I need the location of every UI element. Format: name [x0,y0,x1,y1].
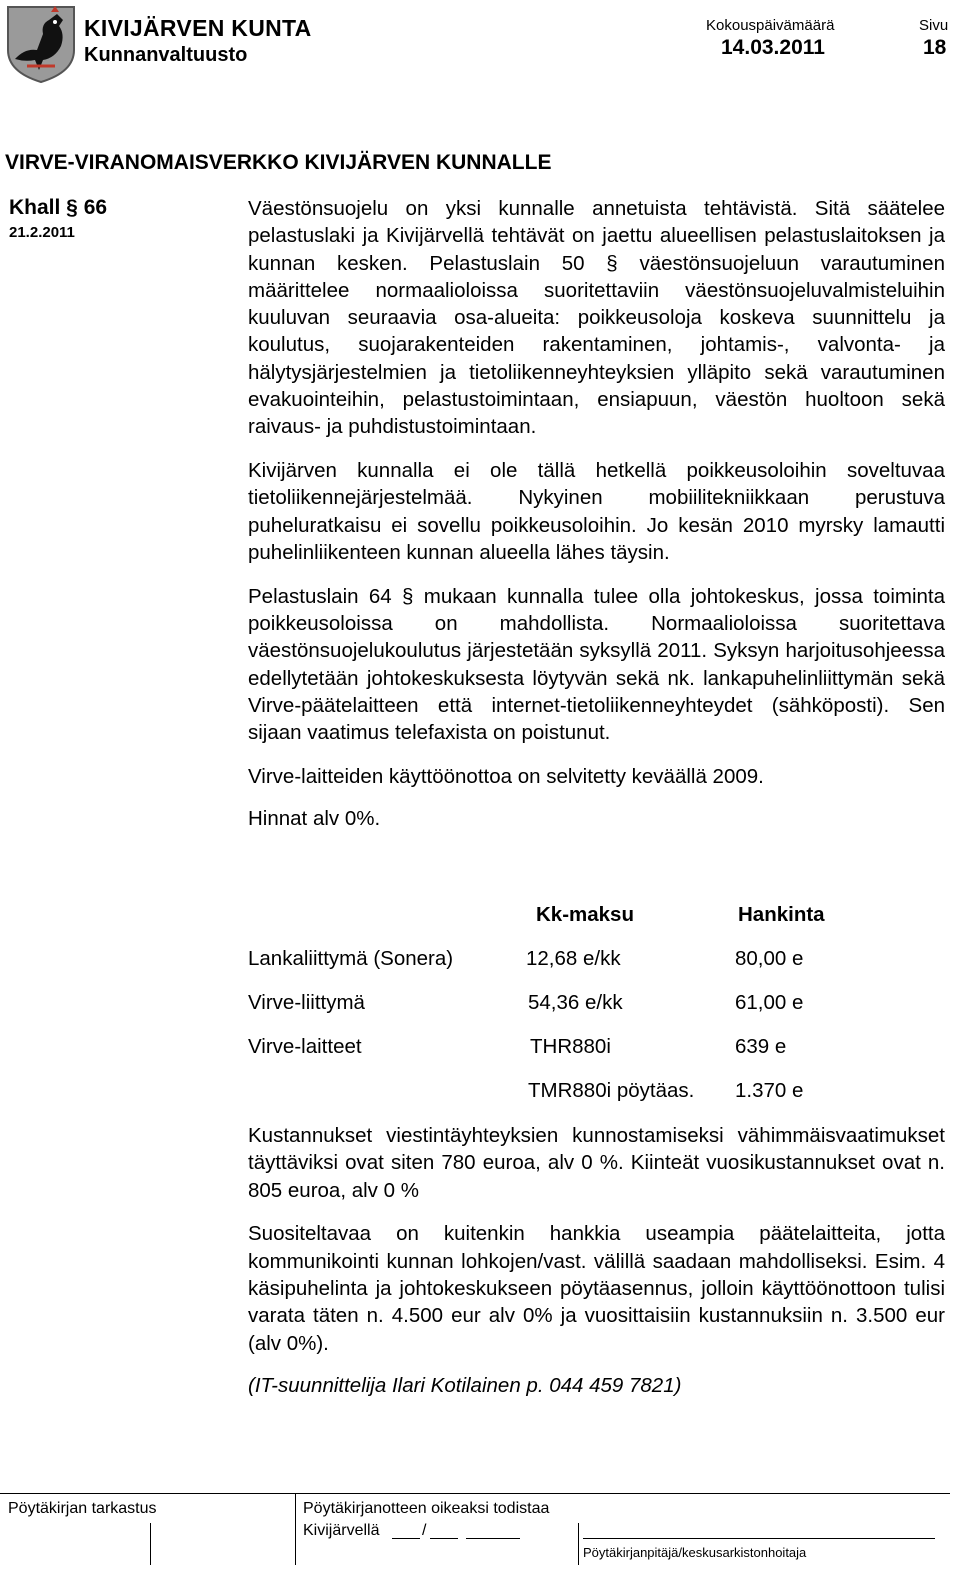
page-label: Sivu [919,17,949,34]
table-cell: Virve-liittymä [248,991,365,1014]
table-cell: TMR880i pöytäas. [528,1079,695,1102]
certified-label: Pöytäkirjanotteen oikeaksi todistaa [303,1500,550,1517]
signature-line [583,1538,935,1539]
paragraph: Väestönsuojelu on yksi kunnalle annetuista tehtävistä. Sitä säätelee pelastuslaki ja Kivijärvellä tehtävät on jaettu alueellisen pelastuslaitoksen ja kunnan kesken. Pelastuslain 50 § väestönsuojeluun varautuminen määrittelee normaalioloissa suoritettaviin väestönsuojeluvalmisteluihin kuuluvan seuraavia osa-alueita: poikkeusoloja koskeva suunnittelu ja koulutus, suojarakenteiden rakentaminen, johtamis-, valvonta- ja hälytysjärjestelmien ja tietoliikenneyhteyksien ylläpito sekä varautuminen evakuointeihin, pelastustoimintaan, ensiapuun, väestön huoltoon sekä raivaus- ja puhdistustoimintaan. [248,197,945,439]
place-label: Kivijärvellä [303,1522,380,1539]
table-cell: 61,00 e [735,991,804,1014]
paragraph: Pelastuslain 64 § mukaan kunnalla tulee olla johtokeskus, jossa toiminta poikkeusoloissa on mahdollista. Normaalioloissa suoritettava väestönsuojelukoulutus järjestetään syksyllä 2011. Syksyn harjoitusohjeessa edellytetään johtokeskuksesta löytyvän sekä nk. lankapuhelinliittymän sekä Virve-päätelaitteen että internet-tietoliikenneyhteydet (sähköposti). Sen sijaan vaatimus telefaxista on poistunut. [248,584,945,745]
cost-summary [248,1122,945,1416]
section-date: 21.2.2011 [9,224,75,241]
column-header: Hankinta [738,903,825,926]
column-header: Kk-maksu [536,903,634,926]
document-title: VIRVE-VIRANOMAISVERKKO KIVIJÄRVEN KUNNALLE [5,151,552,174]
date-separator: / [422,1522,427,1539]
table-cell: 54,36 e/kk [528,991,623,1014]
footer-divider [150,1523,151,1565]
review-label: Pöytäkirjan tarkastus [8,1500,157,1517]
organization-body: Kunnanvaltuusto [84,44,248,66]
coat-of-arms-icon [5,4,77,84]
body-text [248,195,945,849]
organization-name: KIVIJÄRVEN KUNTA [84,15,312,41]
page-number: 18 [923,36,947,59]
table-cell: 639 e [735,1035,787,1058]
paragraph: Kivijärven kunnalla ei ole tällä hetkellä poikkeusoloihin soveltuvaa tietoliikennejärjestelmää. Nykyinen mobiilitekniikkaan perustuva puheluratkaisu ei sovellu poikkeusoloihin. Jo kesän 2010 myrsky lamautti puhelinliikenteen kunnan alueella lähes täysin. [248,459,945,565]
footer-divider [295,1493,296,1565]
paragraph: Hinnat alv 0%. [248,807,381,831]
footer-divider [578,1523,579,1565]
table-cell: 1.370 e [735,1079,804,1102]
paragraph: Suositeltavaa on kuitenkin hankkia useampia päätelaitteita, jotta kommunikointi kunnan lohkojen/vast. välillä saadaan mahdolliseksi. Esim. 4 käsipuhelinta ja johtokeskukseen pöytäasennus, jolloin käyttöönottoon tulisi varata täten n. 4.500 eur alv 0% ja vuosittaisiin kustannuksiin n. 3.500 eur (alv 0%). [248,1222,945,1355]
table-cell: Virve-laitteet [248,1035,362,1058]
footer [0,1493,960,1581]
table-cell: Lankaliittymä (Sonera) [248,947,454,970]
section-reference: Khall § 66 [9,196,108,219]
meeting-date: 14.03.2011 [721,36,825,59]
footer-divider [0,1493,950,1494]
signature-line [466,1538,520,1539]
table-cell: THR880i [530,1035,611,1058]
contact-line: (IT-suunnittelija Ilari Kotilainen p. 044 459 7821) [248,1374,682,1398]
signature-line [392,1538,420,1539]
table-cell: 12,68 e/kk [526,947,621,970]
paragraph: Virve-laitteiden käyttöönottoa on selvitetty keväällä 2009. [248,765,764,789]
table-cell: 80,00 e [735,947,804,970]
meeting-date-label: Kokouspäivämäärä [706,17,835,34]
signer-role: Pöytäkirjanpitäjä/keskusarkistonhoitaja [583,1545,807,1560]
signature-line [430,1538,458,1539]
paragraph: Kustannukset viestintäyhteyksien kunnostamiseksi vähimmäisvaatimukset täyttäviksi ovat siten 780 euroa, alv 0 %. Kiinteät vuosikustannukset ovat n. 805 euroa, alv 0 % [248,1124,945,1202]
